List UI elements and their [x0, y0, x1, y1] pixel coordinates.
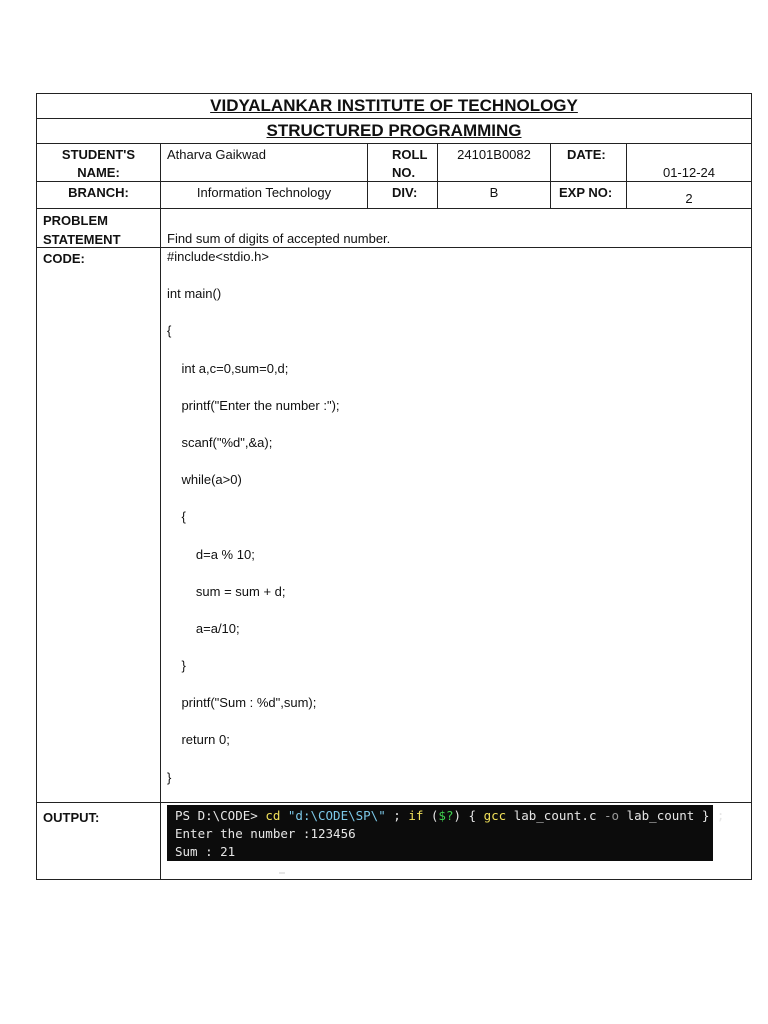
student-name-label: STUDENT'S NAME:: [37, 144, 161, 181]
problem-statement-label: PROBLEM STATEMENT: [37, 209, 161, 247]
output-row: [36, 803, 752, 880]
branch-row: [36, 182, 752, 209]
code-row: [36, 248, 752, 803]
code-line: a=a/10;: [167, 620, 240, 636]
terminal-cmd-gcc: gcc: [483, 808, 514, 823]
output-label: OUTPUT:: [37, 803, 161, 879]
roll-no-value: 24101B0082: [438, 144, 551, 181]
terminal-cmd-cond: $?: [438, 808, 454, 823]
exp-no-label: EXP NO:: [551, 182, 627, 208]
output-cell: [161, 803, 751, 879]
branch-label: BRANCH:: [37, 182, 161, 208]
problem-statement-value: Find sum of digits of accepted number.: [167, 231, 391, 246]
institute-title: VIDYALANKAR INSTITUTE OF TECHNOLOGY: [210, 96, 578, 115]
terminal-cursor-icon: [279, 872, 285, 874]
date-value: 01-12-24: [662, 165, 716, 180]
code-label: CODE:: [37, 248, 161, 802]
terminal-cmd-sep: ;: [385, 808, 409, 823]
terminal-prompt: PS D:\CODE>: [175, 808, 266, 823]
terminal-cmd-out: lab_count } ;: [626, 808, 732, 823]
code-line: printf("Sum : %d",sum);: [167, 695, 317, 711]
terminal-line-result: Sum : 21: [175, 844, 236, 859]
terminal-cmd-paren-open: (: [430, 808, 439, 823]
code-line: sum = sum + d;: [167, 583, 286, 599]
terminal-cmd-flag: -o: [604, 808, 627, 823]
code-line: int main(): [167, 286, 222, 302]
subject-row: [36, 119, 752, 144]
terminal-screenshot: [167, 805, 732, 861]
code-line: {: [167, 509, 186, 525]
lab-sheet: [36, 93, 752, 880]
exp-no-value: 2: [685, 191, 693, 206]
terminal-cmd-path: "d:\CODE\SP\": [287, 808, 386, 823]
terminal-line-input: Enter the number :123456: [175, 826, 356, 841]
branch-value: Information Technology: [161, 182, 368, 208]
div-value: B: [438, 182, 551, 208]
code-line: #include<stdio.h>: [167, 249, 269, 264]
code-line: while(a>0): [167, 472, 242, 488]
div-label: DIV:: [368, 182, 438, 208]
date-label: DATE:: [551, 144, 627, 181]
code-line: int a,c=0,sum=0,d;: [167, 360, 289, 376]
terminal-cursor-wrap: [175, 862, 285, 877]
code-block: [161, 238, 751, 802]
code-line: {: [167, 323, 172, 339]
subject-title: STRUCTURED PROGRAMMING: [266, 121, 522, 140]
title-row: [36, 93, 752, 119]
terminal-cmd-paren-close: ) {: [453, 808, 484, 823]
terminal-cmd-cd: cd: [265, 808, 288, 823]
student-row: [36, 144, 752, 182]
code-line: return 0;: [167, 732, 230, 748]
code-line: printf("Enter the number :");: [167, 397, 340, 413]
student-name-value: Atharva Gaikwad: [161, 144, 368, 181]
code-line: scanf("%d",&a);: [167, 434, 273, 450]
terminal-cmd-file: lab_count.c: [513, 808, 605, 823]
terminal-cmd-if: if: [408, 808, 431, 823]
code-line: }: [167, 658, 186, 674]
code-line: d=a % 10;: [167, 546, 255, 562]
code-line: }: [167, 769, 172, 785]
roll-no-label: ROLL NO.: [368, 144, 438, 181]
